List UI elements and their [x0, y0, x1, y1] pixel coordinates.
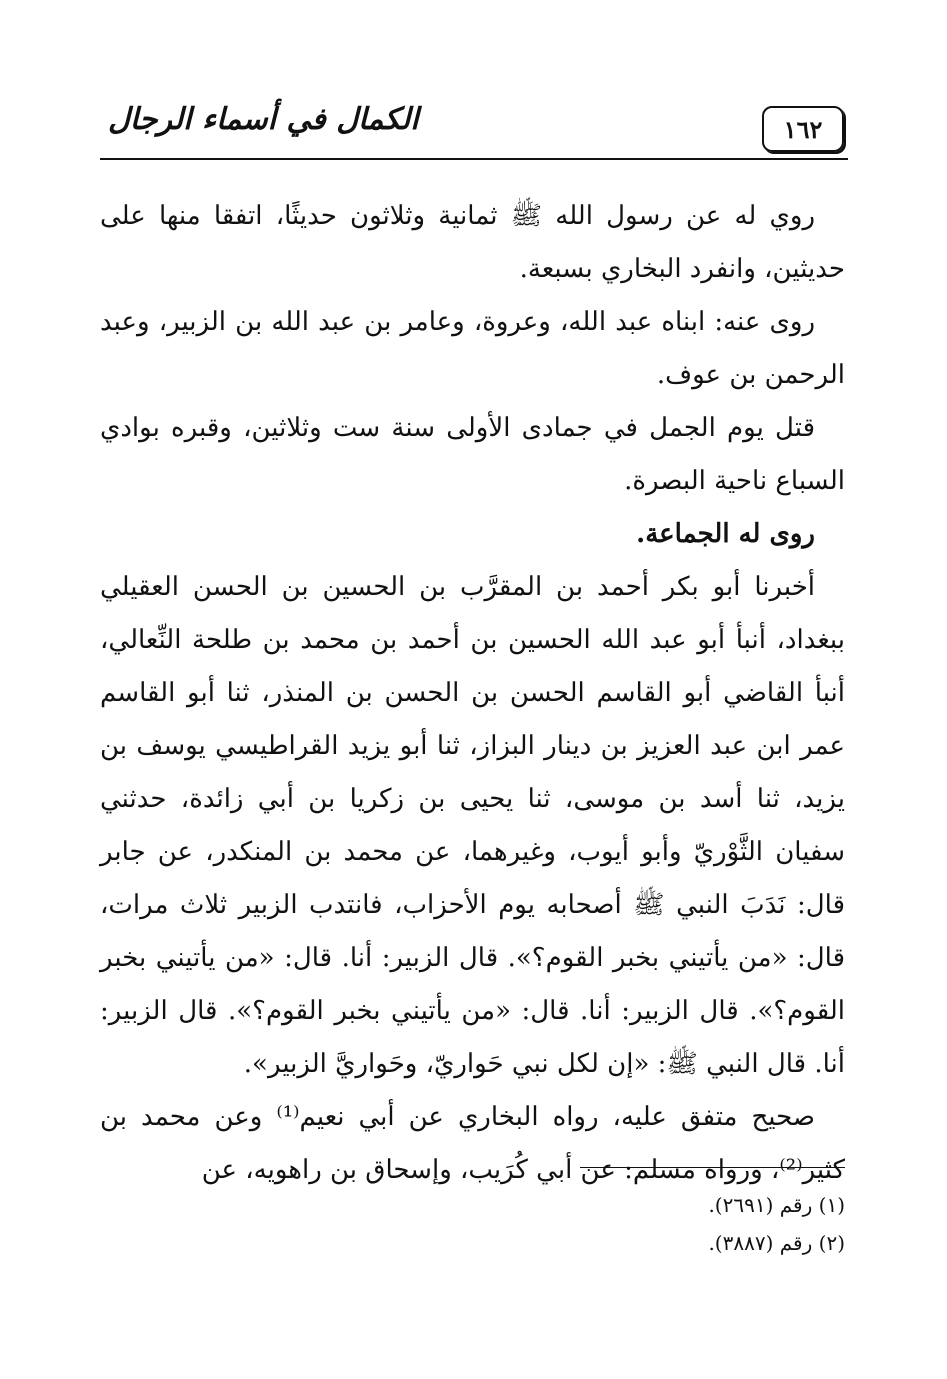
footnote: (٢) رقم (٣٨٨٧).	[708, 1231, 845, 1255]
paragraph: روى عنه: ابناه عبد الله، وعروة، وعامر بن عبد الله بن الزبير، وعبد الرحمن بن عوف.	[100, 307, 845, 390]
book-title: الكمال في أسماء الرجال	[108, 102, 419, 137]
paragraph: أخبرنا أبو بكر أحمد بن المقرَّب بن الحسين بن الحسن العقيلي ببغداد، أنبأ أبو عبد الله الحسين بن أحمد بن محمد بن طلحة النِّعالي، أنبأ القاضي أبو القاسم الحسن بن الحسن بن المنذر، ثنا أبو القاسم عمر ابن عبد العزيز بن دينار البزاز، ثنا أبو يزيد القراطيسي يوسف بن يزيد، ثنا أسد بن موسى، ثنا يحيى بن زكريا بن أبي زائدة، حدثني سفيان الثَّوْريّ وأبو أيوب، وغيرهما، عن محمد بن المنكدر، عن جابر قال: نَدَبَ النبي ﷺ أصحابه يوم الأحزاب، فانتدب الزبير ثلاث مرات، قال: «من يأتيني بخبر القوم؟». قال الزبير: أنا. قال: «من يأتيني بخبر القوم؟». قال الزبير: أنا. قال: «من يأتيني بخبر القوم؟». قال الزبير: أنا. قال النبي ﷺ: «إن لكل نبي حَواريّ، وحَواريَّ الزبير».	[100, 572, 845, 1079]
paragraph-bold: روى له الجماعة.	[636, 519, 815, 549]
paragraph: قتل يوم الجمل في جمادى الأولى سنة ست وثلاثين، وقبره بوادي السباع ناحية البصرة.	[100, 413, 845, 496]
paragraph: صحيح متفق عليه، رواه البخاري عن أبي نعيم⁽¹⁾ وعن محمد بن كثير⁽²⁾، ورواه مسلم: عن أبي كُرَيب، وإسحاق بن راهويه، عن	[100, 1102, 845, 1185]
header-divider	[100, 158, 848, 160]
page-number: ١٦٢	[762, 106, 844, 152]
footnotes	[300, 1186, 845, 1262]
page-header	[100, 96, 848, 160]
footnote-divider	[580, 1167, 845, 1168]
paragraph: روي له عن رسول الله ﷺ ثمانية وثلاثون حديثًا، اتفقا منها على حديثين، وانفرد البخاري بسبعة.	[100, 201, 845, 284]
footnote: (١) رقم (٢٦٩١).	[708, 1193, 845, 1217]
main-text	[100, 190, 845, 1197]
